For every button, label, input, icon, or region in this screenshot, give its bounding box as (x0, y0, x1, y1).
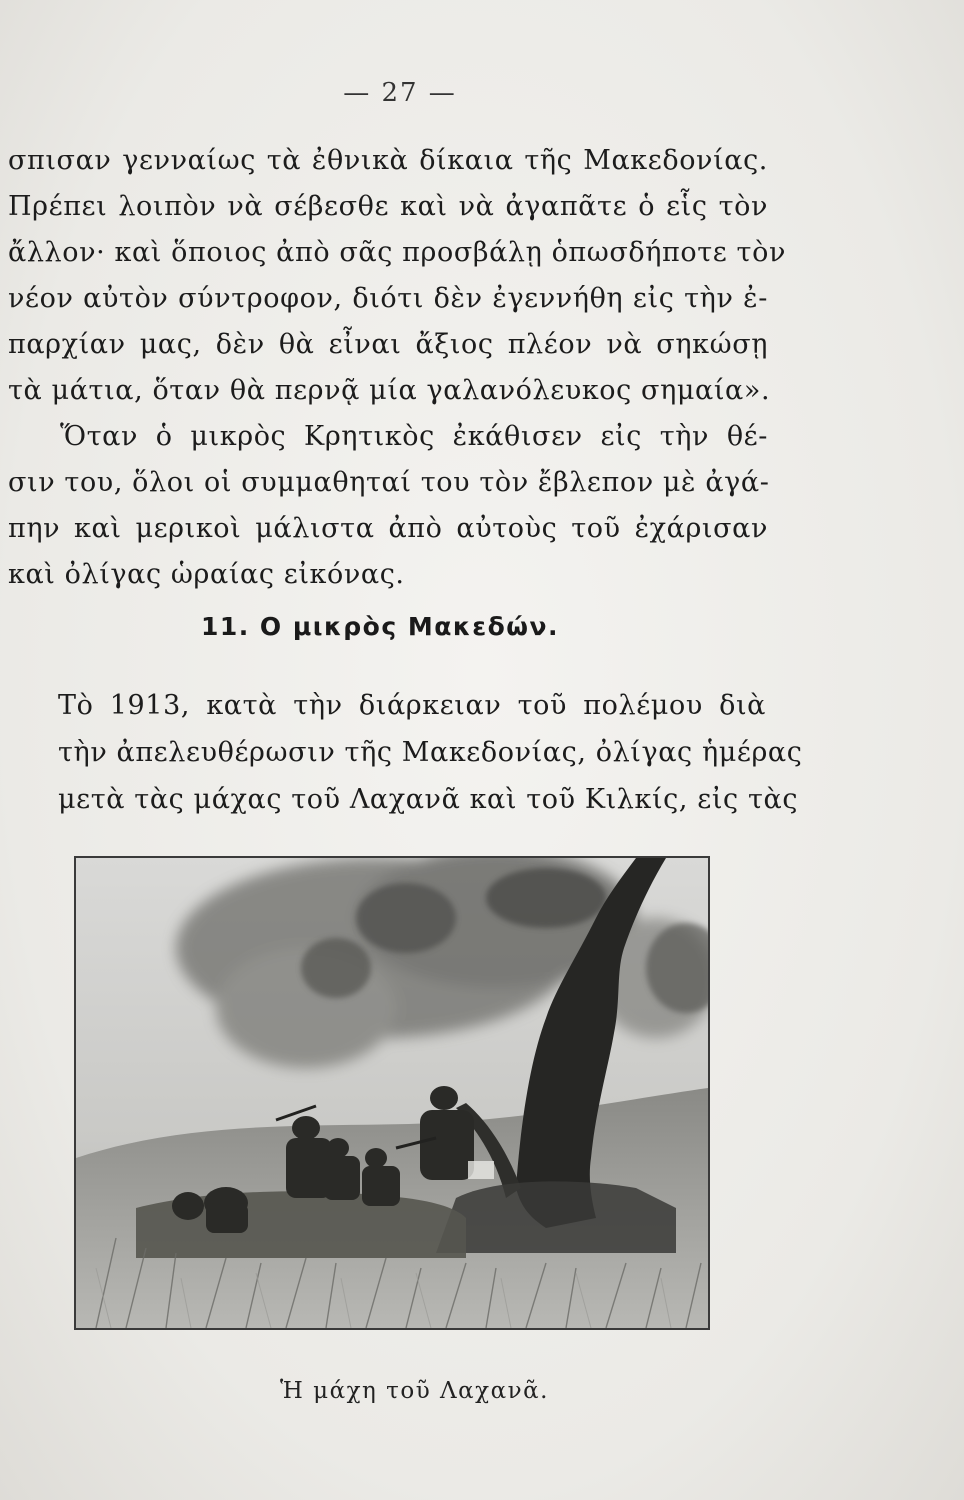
text-line: Ὅταν ὁ μικρὸς Κρητικὸς ἐκάθισεν εἰς τὴν θέ- (60, 421, 768, 452)
text-line: Πρέπει λοιπὸν νὰ σέβεσθε καὶ νὰ ἀγαπᾶτε ὁ εἷς τὸν (8, 191, 768, 222)
text-line: μετὰ τὰς μάχας τοῦ Λαχανᾶ καὶ τοῦ Κιλκίς, εἰς τὰς (58, 784, 799, 815)
text-line: παρχίαν μας, δὲν θὰ εἶναι ἄξιος πλέον νὰ σηκώσῃ (8, 329, 768, 360)
text-line: σπισαν γενναίως τὰ ἐθνικὰ δίκαια τῆς Μακεδονίας. (8, 145, 768, 176)
body-text (8, 138, 786, 598)
battle-photograph (76, 858, 708, 1328)
photo-illustration (76, 858, 708, 1328)
text-line: νέον αὐτὸν σύντροφον, διότι δὲν ἐγεννήθη εἰς τὴν ἐ- (8, 283, 768, 314)
page-number: — 27 — (343, 78, 457, 108)
body-text-section-11 (58, 682, 803, 823)
text-line: καὶ ὀλίγας ὡραίας εἰκόνας. (8, 559, 405, 590)
section-heading: 11. Ο μικρὸς Μακεδών. (200, 612, 560, 641)
text-line: Τὸ 1913, κατὰ τὴν διάρκειαν τοῦ πολέμου διὰ (58, 690, 766, 721)
text-line: τὴν ἀπελευθέρωσιν τῆς Μακεδονίας, ὀλίγας ἡμέρας (58, 737, 803, 768)
photo-caption: Ἡ μάχη τοῦ Λαχανᾶ. (280, 1378, 549, 1404)
text-line: ἄλλον· καὶ ὅποιος ἀπὸ σᾶς προσβάλῃ ὁπωσδήποτε τὸν (8, 237, 786, 268)
text-line: σιν του, ὅλοι οἱ συμμαθηταί του τὸν ἔβλεπον μὲ ἀγά- (8, 467, 770, 498)
text-line: τὰ μάτια, ὅταν θὰ περνᾷ μία γαλανόλευκος σημαία». (8, 375, 771, 406)
text-line: πην καὶ μερικοὶ μάλιστα ἀπὸ αὐτοὺς τοῦ ἐχάρισαν (8, 513, 768, 544)
